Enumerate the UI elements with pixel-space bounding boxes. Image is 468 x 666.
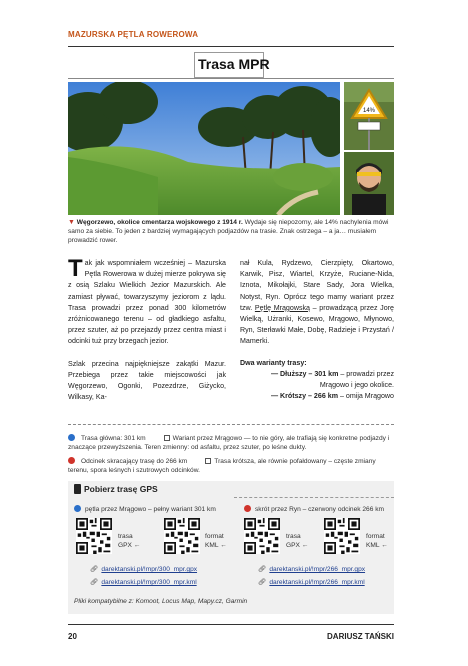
page-title: Trasa MPR [198,56,270,72]
route-legend [68,434,394,480]
square-icon [205,458,211,464]
link-301-gpx[interactable]: darektanski.pl/!mpr/300_mpr.gpx [101,566,198,573]
route-301-text: pętla przez Mrągowo – pełny wariant 301 km [85,506,216,513]
caption-text: Wydaje się niepozorny, ale 14% nachylenia mówi samo za siebie. To jeden z bardziej wymagających podjazdów na trasie. Znak ostrzega – a ja… musiałem prowadzić rower. [68,219,389,244]
links-266 [258,563,365,589]
variant-long-desc: – prowadzi przez Mrągowo i jego okolice. [319,369,394,390]
blue-dot-icon [68,434,75,441]
link-301-kml[interactable]: darektanski.pl/!mpr/300_mpr.kml [101,579,197,586]
petla-mragowska-link[interactable]: Pętlę Mrągowską [254,303,310,312]
title-rule [68,78,394,79]
link-icon: 🔗︎ [90,579,99,586]
author-name: DARIUSZ TAŃSKI [327,632,394,641]
link-row [90,563,197,576]
route-label-266 [244,505,384,513]
qr-code-301-gpx[interactable] [76,518,112,554]
red-dot-icon [68,457,75,464]
landscape-photo [68,82,340,215]
cyclist-portrait-photo [344,152,394,215]
paragraph-1-text: ak jak wspomniałem wcześniej – Mazurska Pętla Rowerowa w dużej mierze pokrywa się z osią Szlaku Wielkich Jezior Mazurskich. Ale zamiast pływać, towarzyszymy jeziorom z lądu. Trasa prowadzi przez ponad 300 kilometrów zróżnicowanego terenu – od gładkiego asfaltu, przez szuter, aż po przejazdy przez centra miast i odcinki tuż przy brzegach jezior. [68,259,226,346]
article-right-column [240,258,394,402]
legend-main-desc: Wariant przez Mrągowo — to nie góry, ale trafiają się konkretne podjazdy i znaczące przewyższenia. Teren zmienny: od asfaltu, przez szuter, po leśne dukty. [68,435,390,451]
route-266-text: skrót przez Ryn – czerwony odcinek 266 km [255,506,384,513]
compatibility-note: Pliki kompatybilne z: Komoot, Locus Map, Mapy.cz, Garmin [74,598,248,605]
paragraph-3 [240,258,394,348]
route-label-301 [74,505,216,513]
legend-main-label: Trasa główna: 301 km [81,435,146,442]
warning-sign-photo [344,82,394,150]
gps-heading-text: Pobierz trasę GPS [84,484,158,494]
variants-heading: Dwa warianty trasy: [240,358,307,367]
dashed-divider [68,424,394,425]
phone-icon [74,484,81,494]
blue-dot-icon [74,505,81,512]
section-title: MAZURSKA PĘTLA ROWEROWA [68,30,199,39]
variant-long [240,369,394,391]
link-row [258,563,365,576]
gps-dashed-divider [234,497,394,498]
gpx-label: GPX ← [118,542,141,549]
red-dot-icon [244,505,251,512]
paragraph-1 [68,255,226,348]
link-icon: 🔗︎ [258,566,267,573]
paragraph-3-text: nał Kula, Rydzewo, Cierzpięty, Okartowo, Karwik, Pisz, Wiartel, Krzyże, Ruciane-Nida, Iznota, Mikołajki, Stare Sady, Jora Wielka, Notyst, Ryn. Oprócz tego mamy wariant przez tzw. [240,259,394,312]
drop-cap: T [68,255,83,282]
links-301 [90,563,197,589]
variant-long-label: — Dłuższy – 301 km [270,369,339,378]
qr-label-266-kml [366,532,388,550]
paragraph-3-rest: – prowadzącą przez Jorę Wielką, Użranki, Kosewo, Mrągowo, Młynowo, Ryn, Sterławki Małe, Dobę, Radzieje i Przystań / Mamerki. [240,303,394,346]
trasa-label: trasa [118,533,133,540]
link-row [90,576,197,589]
gpx-label: GPX ← [286,542,309,549]
svg-text:14%: 14% [362,108,376,114]
trasa-label: trasa [286,533,301,540]
gps-heading [74,484,158,494]
link-icon: 🔗︎ [90,566,99,573]
paragraph-2: Szlak przecina najpiękniejsze zakątki Mazur. Przebiega przez takie miejscowości jak Węgorzewo, Ogonki, Pozezdrze, Giżycko, Wilkasy, Ka- [68,359,226,402]
legend-row-main [68,434,394,452]
qr-label-301-gpx [118,532,140,550]
legend-row-short [68,457,394,475]
top-rule [68,46,394,47]
square-icon [164,435,170,441]
location-pin-icon: ▼ [68,219,75,226]
footer-rule [68,624,394,625]
format-label: format [205,533,224,540]
variant-short-desc: – omija Mrągowo [338,392,394,401]
kml-label: KML ← [366,542,388,549]
variant-short-label: — Krótszy – 266 km [270,392,338,401]
kml-label: KML ← [205,542,227,549]
qr-label-301-kml [205,532,227,550]
link-row [258,576,365,589]
qr-code-301-kml[interactable] [164,518,200,554]
legend-short-label: Odcinek skracający trasę do 266 km [81,458,188,465]
article-left-column [68,255,226,414]
variant-short [240,391,394,402]
photo-caption [68,218,394,245]
link-266-gpx[interactable]: darektanski.pl/!mpr/266_mpr.gpx [269,566,366,573]
qr-code-266-gpx[interactable] [244,518,280,554]
format-label: format [366,533,385,540]
link-266-kml[interactable]: darektanski.pl/!mpr/266_mpr.kml [269,579,365,586]
qr-code-266-kml[interactable] [324,518,360,554]
caption-place: Węgorzewo, okolice cmentarza wojskowego z 1914 r. [76,219,243,226]
legend-short-desc: Trasa krótsza, ale równie pofałdowany – częste zmiany terenu, spora leśnych i szutrowych odcinków. [68,458,376,474]
page-number: 20 [68,632,77,641]
qr-label-266-gpx [286,532,308,550]
link-icon: 🔗︎ [258,579,267,586]
